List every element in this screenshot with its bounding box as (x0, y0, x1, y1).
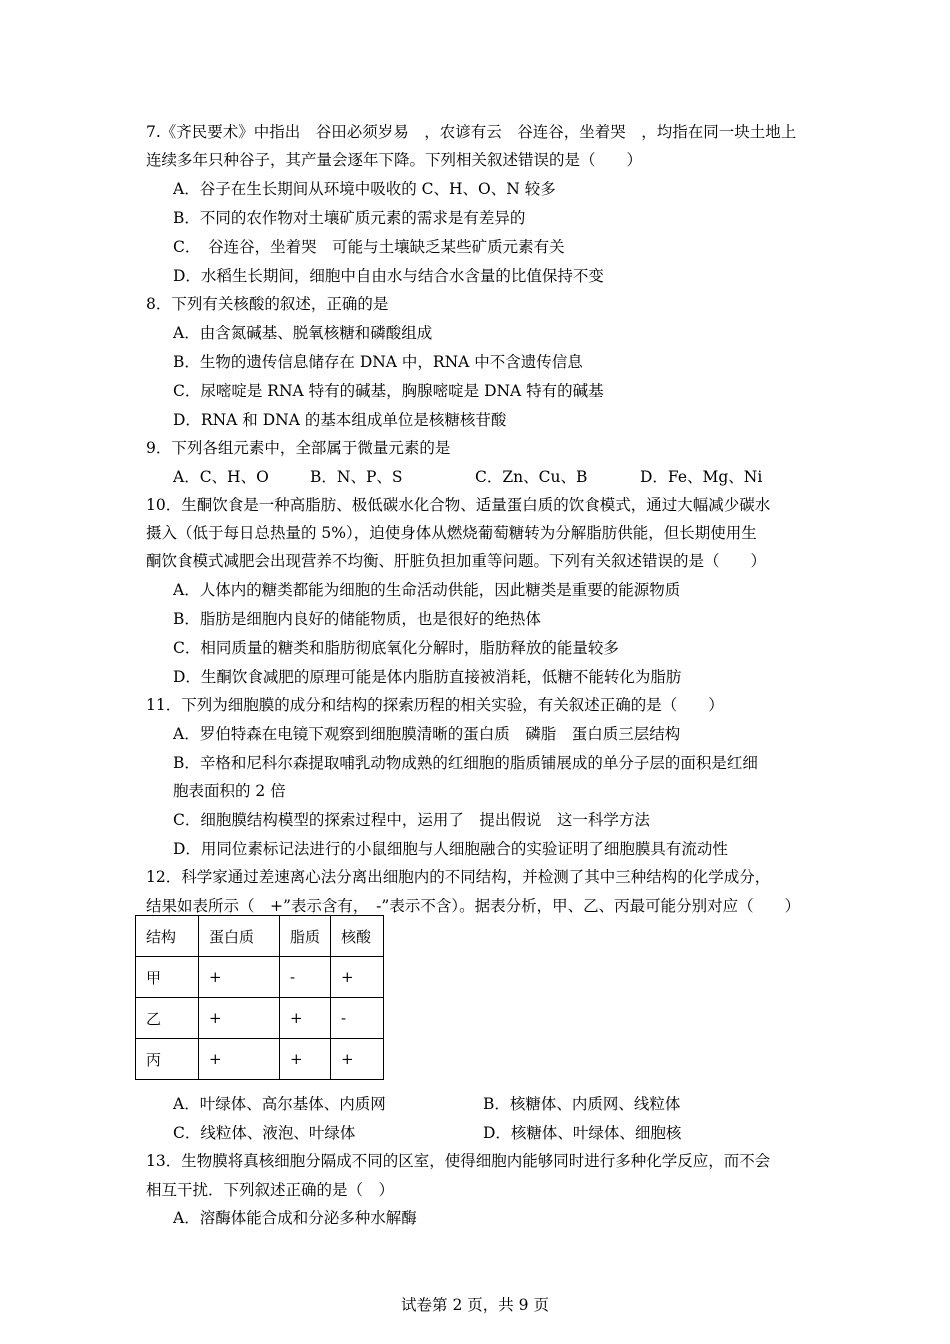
q12-stem-line2: 结果如表所示（ +”表示含有， -”表示不含）。据表分析，甲、乙、丙最可能分别对应（ ） (146, 897, 801, 915)
table-cell: + (199, 1039, 280, 1080)
q12-option-c: C．线粒体、液泡、叶绿体 (173, 1124, 356, 1142)
table-header-cell: 结构 (136, 916, 199, 957)
q7-stem-line1: 7.《齐民要术》中指出 谷田必须岁易 ，农谚有云 谷连谷，坐着哭 ，均指在同一块土地上 (146, 123, 797, 141)
table-cell: 丙 (136, 1039, 199, 1080)
q8-option-a: A．由含氮碱基、脱氧核糖和磷酸组成 (173, 324, 433, 342)
q10-option-d: D．生酮饮食减肥的原理可能是体内脂肪直接被消耗，低糖不能转化为脂肪 (173, 668, 682, 686)
q10-stem-line1: 10．生酮饮食是一种高脂肪、极低碳水化合物、适量蛋白质的饮食模式，通过大幅减少碳水 (146, 496, 771, 514)
q10-option-b: B．脂肪是细胞内良好的储能物质，也是很好的绝热体 (173, 610, 541, 628)
q12-option-d: D．核糖体、叶绿体、细胞核 (483, 1124, 682, 1142)
q11-option-b-line1: B．辛格和尼科尔森提取哺乳动物成熟的红细胞的脂质铺展成的单分子层的面积是红细 (173, 754, 758, 772)
table-header-cell: 脂质 (280, 916, 331, 957)
table-row (136, 998, 384, 1039)
table-cell: - (280, 957, 331, 998)
table-cell: + (280, 1039, 331, 1080)
q9-option-d: D．Fe、Mg、Ni (640, 468, 763, 486)
q12-option-b: B．核糖体、内质网、线粒体 (483, 1095, 681, 1113)
table-header-row (136, 916, 384, 957)
table-row (136, 957, 384, 998)
table-cell: + (280, 998, 331, 1039)
q9-stem: 9．下列各组元素中，全部属于微量元素的是 (146, 439, 451, 457)
table-cell: + (331, 1039, 384, 1080)
table-cell: 甲 (136, 957, 199, 998)
q8-option-b: B．生物的遗传信息储存在 DNA 中，RNA 中不含遗传信息 (173, 353, 583, 371)
q8-option-c: C．尿嘧啶是 RNA 特有的碱基，胸腺嘧啶是 DNA 特有的碱基 (173, 382, 604, 400)
q8-stem: 8．下列有关核酸的叙述，正确的是 (146, 295, 389, 313)
table-row (136, 1039, 384, 1080)
q10-option-c: C．相同质量的糖类和脂肪彻底氧化分解时，脂肪释放的能量较多 (173, 639, 619, 657)
q11-stem: 11．下列为细胞膜的成分和结构的探索历程的相关实验，有关叙述正确的是（ ） (146, 696, 724, 714)
q13-option-a: A．溶酶体能合成和分泌多种水解酶 (173, 1209, 417, 1227)
q7-option-d: D．水稻生长期间，细胞中自由水与结合水含量的比值保持不变 (173, 267, 604, 285)
q12-result-table (135, 915, 384, 1080)
q7-option-a: A．谷子在生长期间从环境中吸收的 C、H、O、N 较多 (173, 180, 556, 198)
table-cell: 乙 (136, 998, 199, 1039)
q9-option-c: C．Zn、Cu、B (475, 468, 588, 486)
q7-option-c: C． 谷连谷，坐着哭 可能与土壤缺乏某些矿质元素有关 (173, 238, 565, 256)
table-cell: + (199, 998, 280, 1039)
q10-option-a: A．人体内的糖类都能为细胞的生命活动供能，因此糖类是重要的能源物质 (173, 581, 681, 599)
q12-option-a: A．叶绿体、高尔基体、内质网 (173, 1095, 386, 1113)
table-cell: + (331, 957, 384, 998)
q10-stem-line3: 酮饮食模式减肥会出现营养不均衡、肝脏负担加重等问题。下列有关叙述错误的是（ ） (146, 552, 767, 570)
q7-option-b: B．不同的农作物对土壤矿质元素的需求是有差异的 (173, 209, 526, 227)
q12-stem-line1: 12．科学家通过差速离心法分离出细胞内的不同结构，并检测了其中三种结构的化学成分， (146, 868, 771, 886)
q11-option-d: D．用同位素标记法进行的小鼠细胞与人细胞融合的实验证明了细胞膜具有流动性 (173, 840, 728, 858)
table-cell: - (331, 998, 384, 1039)
q9-option-b: B．N、P、S (310, 468, 403, 486)
q7-stem-line2: 连续多年只种谷子，其产量会逐年下降。下列相关叙述错误的是（ ） (146, 151, 643, 169)
q13-stem-line2: 相互干扰．下列叙述正确的是（ ） (146, 1181, 395, 1199)
q9-option-a: A．C、H、O (173, 468, 269, 486)
q11-option-b-line2: 胞表面积的 2 倍 (173, 782, 286, 800)
page-footer: 试卷第 2 页，共 9 页 (401, 1296, 549, 1314)
table-header-cell: 核酸 (331, 916, 384, 957)
q13-stem-line1: 13．生物膜将真核细胞分隔成不同的区室，使得细胞内能够同时进行多种化学反应，而不会 (146, 1152, 771, 1170)
table-header-cell: 蛋白质 (199, 916, 280, 957)
q8-option-d: D．RNA 和 DNA 的基本组成单位是核糖核苷酸 (173, 411, 507, 429)
q10-stem-line2: 摄入（低于每日总热量的 5%），迫使身体从燃烧葡萄糖转为分解脂肪供能，但长期使用生 (146, 524, 757, 542)
q11-option-c: C．细胞膜结构模型的探索过程中，运用了 提出假说 这一科学方法 (173, 811, 650, 829)
table-cell: + (199, 957, 280, 998)
q11-option-a: A．罗伯特森在电镜下观察到细胞膜清晰的蛋白质 磷脂 蛋白质三层结构 (173, 725, 681, 743)
